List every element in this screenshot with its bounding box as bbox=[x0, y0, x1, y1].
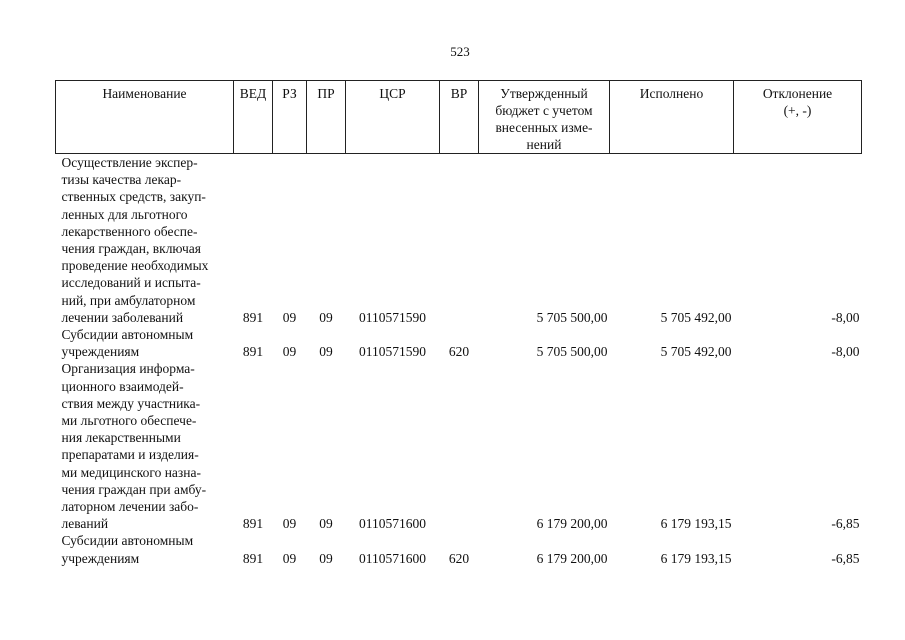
row-name bbox=[56, 154, 234, 327]
name-line: лекарственного обеспе- bbox=[61, 223, 198, 239]
row-rz: 09 bbox=[282, 344, 297, 360]
row-vr: 620 bbox=[448, 550, 470, 566]
name-line: ми медицинского назна- bbox=[61, 464, 201, 480]
name-line: исследований и испыта- bbox=[61, 275, 201, 291]
row-rz: 09 bbox=[282, 516, 297, 532]
header-budget-line: внесенных изме- bbox=[495, 120, 593, 135]
header-budget-line: Утвержденный bbox=[500, 86, 588, 101]
row-budget: 5 705 500,00 bbox=[536, 344, 608, 360]
name-line: чения граждан при амбу- bbox=[61, 481, 207, 497]
row-name bbox=[56, 326, 234, 360]
table-row bbox=[56, 154, 862, 327]
name-line: учреждениям bbox=[61, 550, 140, 566]
row-ved: 891 bbox=[242, 550, 264, 566]
name-line: лечении заболеваний bbox=[61, 309, 184, 325]
table-row bbox=[56, 532, 862, 566]
budget-execution-table bbox=[55, 80, 862, 567]
row-executed: 6 179 193,15 bbox=[660, 550, 732, 566]
header-ved: ВЕД bbox=[234, 81, 273, 154]
row-vr bbox=[440, 154, 479, 327]
name-line: Субсидии автономным bbox=[61, 533, 194, 549]
row-pr: 09 bbox=[319, 516, 333, 532]
name-line: ленных для льготного bbox=[61, 206, 188, 222]
header-name: Наименование bbox=[56, 81, 234, 154]
row-budget: 6 179 200,00 bbox=[536, 550, 608, 566]
row-deviation: -8,00 bbox=[831, 309, 860, 325]
row-name bbox=[56, 360, 234, 532]
table-body bbox=[56, 154, 862, 567]
name-line: ствия между участника- bbox=[61, 395, 201, 411]
name-line: ми льготного обеспече- bbox=[61, 413, 197, 429]
row-deviation: -8,00 bbox=[831, 344, 860, 360]
header-budget bbox=[479, 81, 610, 154]
row-csr: 0110571600 bbox=[359, 550, 426, 566]
header-csr: ЦСР bbox=[346, 81, 440, 154]
row-deviation: -6,85 bbox=[831, 550, 860, 566]
row-name bbox=[56, 532, 234, 566]
header-deviation-line: Отклонение bbox=[762, 86, 833, 101]
row-vr: 620 bbox=[448, 344, 470, 360]
name-line: Осуществление экспер- bbox=[61, 155, 198, 170]
row-deviation: -6,85 bbox=[831, 516, 860, 532]
header-budget-line: бюджет с учетом bbox=[495, 103, 593, 118]
row-pr: 09 bbox=[319, 309, 333, 325]
header-pr: ПР bbox=[307, 81, 346, 154]
name-line: тизы качества лекар- bbox=[61, 172, 182, 188]
row-rz: 09 bbox=[282, 309, 297, 325]
name-line: препаратами и изделия- bbox=[61, 447, 199, 463]
row-ved: 891 bbox=[242, 309, 264, 325]
name-line: ний, при амбулаторном bbox=[61, 292, 196, 308]
row-budget: 6 179 200,00 bbox=[536, 516, 608, 532]
row-csr: 0110571600 bbox=[359, 516, 426, 532]
row-vr bbox=[440, 360, 479, 532]
name-line: ственных средств, закуп- bbox=[61, 189, 206, 205]
row-csr: 0110571590 bbox=[359, 309, 426, 325]
table-row bbox=[56, 360, 862, 532]
header-vr: ВР bbox=[440, 81, 479, 154]
name-line: ционного взаимодей- bbox=[61, 378, 184, 394]
row-pr: 09 bbox=[319, 550, 333, 566]
header-deviation-line: (+, -) bbox=[783, 103, 812, 119]
row-budget: 5 705 500,00 bbox=[536, 309, 608, 325]
name-line: Организация информа- bbox=[61, 361, 195, 377]
name-line: учреждениям bbox=[61, 344, 140, 360]
header-executed: Исполнено bbox=[610, 81, 734, 154]
row-csr: 0110571590 bbox=[359, 344, 426, 360]
name-line: проведение необходимых bbox=[61, 258, 209, 274]
name-line: чения граждан, включая bbox=[61, 241, 201, 257]
row-executed: 5 705 492,00 bbox=[660, 344, 732, 360]
row-ved: 891 bbox=[242, 516, 264, 532]
header-rz: РЗ bbox=[273, 81, 307, 154]
header-deviation bbox=[734, 81, 862, 154]
name-line: ния лекарственными bbox=[61, 430, 181, 446]
row-rz: 09 bbox=[282, 550, 297, 566]
name-line: латорном лечении забо- bbox=[61, 499, 199, 515]
row-pr: 09 bbox=[319, 344, 333, 360]
page-number: 523 bbox=[450, 44, 470, 59]
name-line: Субсидии автономным bbox=[61, 327, 194, 343]
table-header bbox=[56, 81, 862, 154]
table-row bbox=[56, 326, 862, 360]
row-executed: 5 705 492,00 bbox=[660, 309, 732, 325]
name-line: леваний bbox=[61, 516, 109, 532]
row-ved: 891 bbox=[242, 344, 264, 360]
header-budget-line: нений bbox=[526, 137, 562, 152]
row-executed: 6 179 193,15 bbox=[660, 516, 732, 532]
